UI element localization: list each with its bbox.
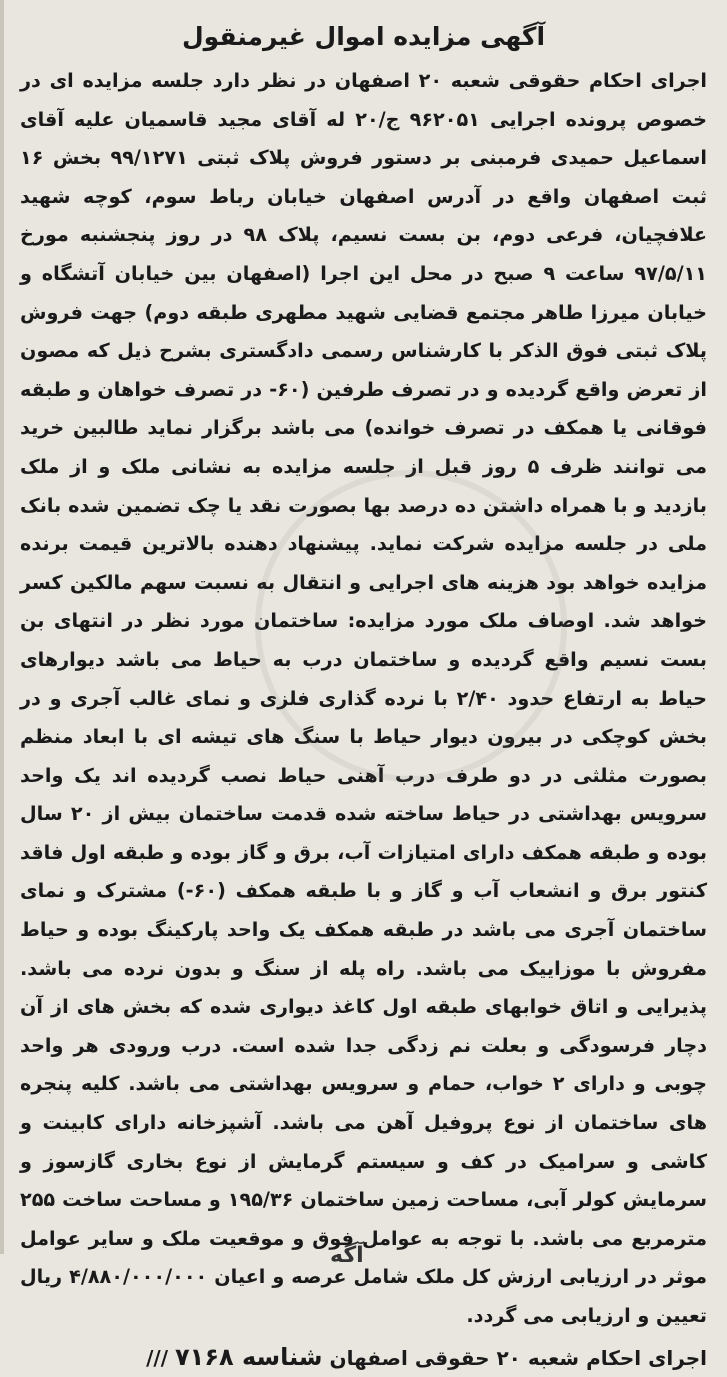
footer-issuer: اجرای احکام شعبه ۲۰ حقوقی اصفهان [329,1345,707,1370]
footer-code: شناسه ۷۱۶۸ [175,1342,323,1371]
notice-title: آگهی مزایده اموال غیرمنقول [181,22,546,51]
notice-footer [20,1338,707,1377]
next-notice-fragment: آگه [330,1243,364,1268]
notice-body: اجرای احکام حقوقی شعبه ۲۰ اصفهان در نظر دارد جلسه مزایده ای در خصوص پرونده اجرایی ۹۶۲۰۵۱ ج/۲۰ له آقای مجید قاسمیان علیه آقای اسماعیل حمیدی فرمبنی بر دستور فروش پلاک ثبتی ۹۹/۱۲۷۱ بخش ۱۶ ثبت اصفهان واقع در آدرس اصفهان خیابان رباط سوم، کوچه شهید علافچیان، فرعی دوم، بن بست نسیم، پلاک ۹۸ در روز پنجشنبه مورخ ۹۷/۵/۱۱ ساعت ۹ صبح در محل این اجرا (اصفهان بین خیابان آتشگاه و خیابان میرزا طاهر مجتمع قضایی شهید مطهری طبقه دوم) جهت فروش پلاک ثبتی فوق الذکر با کارشناس رسمی دادگستری بشرح ذیل که مصون از تعرض واقع گردیده و در تصرف طرفین (۶۰- در تصرف خواهان و طبقه فوقانی یا همکف در تصرف خوانده) می باشد برگزار نماید طالبین خرید می توانند ظرف ۵ روز قبل از جلسه مزایده به نشانی ملک و از ملک بازدید و با همراه داشتن ده درصد بها بصورت نقد یا چک تضمین شده بانک ملی در جلسه مزایده شرکت نماید. پیشنهاد دهنده بالاترین قیمت برنده مزایده خواهد بود هزینه های اجرایی و انتقال به نسبت سهم مالکین کسر خواهد شد. اوصاف ملک مورد مزایده: ساختمان مورد نظر در انتهای بن بست نسیم واقع گردیده و ساختمان درب به حیاط می باشد دیوارهای حیاط به ارتفاع حدود ۲/۴۰ با نرده گذاری فلزی و نمای غالب آجری و در بخش کوچکی در بیرون دیوار حیاط با سنگ های تیشه ای با ابعاد منظم بصورت مثلثی در دو طرف درب آهنی حیاط نصب گردیده اند یک واحد سرویس بهداشتی در حیاط ساخته شده قدمت ساختمان بیش از ۲۰ سال بوده و طبقه همکف دارای امتیازات آب، برق و گاز بوده و طبقه اول فاقد کنتور برق و انشعاب آب و گاز و با طبقه همکف (۶۰-) مشترک و نمای ساختمان آجری می باشد در طبقه همکف یک واحد پارکینگ بوده و حیاط مفروش با موزاییک می باشد. راه پله از سنگ و بدون نرده می باشد. پذیرایی و اتاق خوابهای طبقه اول کاغذ دیواری شده که بخش های از آن دچار فرسودگی و بعلت نم زدگی جدا شده است. درب ورودی هر واحد چوبی و دارای ۲ خواب، حمام و سرویس بهداشتی می باشد. کلیه پنجره های ساختمان از نوع پروفیل آهن می باشد. آشپزخانه دارای کابینت و کاشی و سرامیک در کف و سیستم گرمایش از نوع بخاری گازسوز و سرمایش کولر آبی، مساحت زمین ساختمان ۱۹۵/۳۶ و مساحت ساخت ۲۵۵ مترمربع می باشد. با توجه به عوامل فوق و موقعیت ملک و سایر عوامل موثر در ارزیابی ارزش کل ملک شامل عرصه و اعیان ۴/۸۸۰/۰۰۰/۰۰۰ ریال تعیین و ارزیابی می گردد. [20,69,707,1327]
footer-tail: /// [146,1345,169,1370]
paper-edge [0,0,4,1254]
